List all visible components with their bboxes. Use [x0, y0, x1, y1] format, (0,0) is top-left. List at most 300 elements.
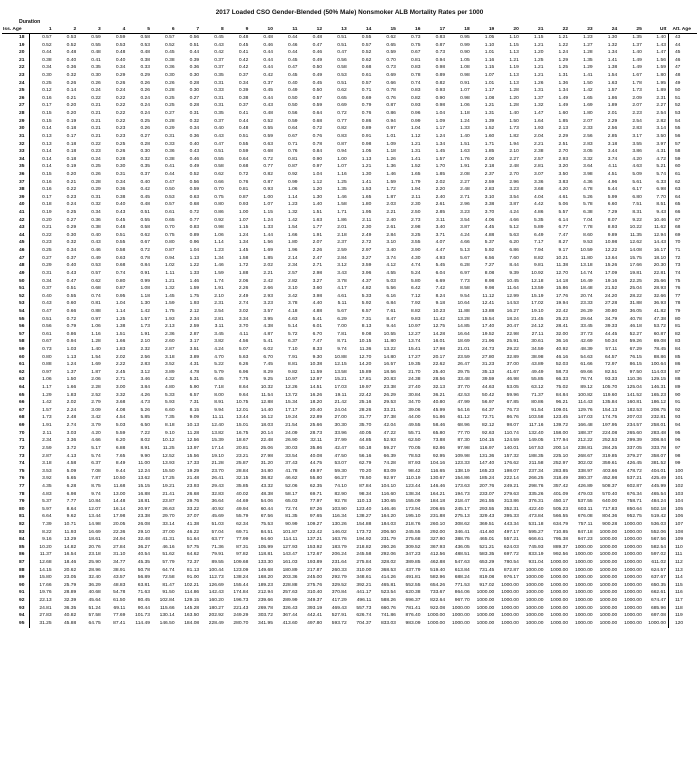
rate-cell: 0.93 — [263, 187, 273, 193]
rate-cell: 0.79 — [66, 324, 77, 330]
rate-cell: 0.30 — [189, 73, 200, 79]
rate-cell: 6.98 — [66, 491, 77, 497]
rate-cell: 16.26 — [309, 392, 323, 398]
rate-cell: 2.82 — [288, 278, 298, 284]
rate-cell: 48.83 — [113, 582, 126, 588]
rate-cell: 3.70 — [484, 210, 495, 216]
rate-cell: 2.01 — [607, 111, 618, 117]
rate-cell: 1.41 — [583, 73, 593, 79]
rate-cell: 47.22 — [383, 430, 396, 436]
rate-cell: 327.80 — [430, 537, 446, 543]
rate-cell: 5.59 — [115, 430, 126, 436]
rate-cell: 29.75 — [457, 369, 470, 375]
attained-age-cell: 116 — [668, 589, 697, 597]
issue-age-cell: 35 — [2, 163, 29, 171]
rate-cell: 309.52 — [405, 544, 421, 550]
rate-cell: 4.51 — [607, 171, 618, 177]
rate-cell: 0.77 — [263, 164, 273, 170]
rate-cell: 2.83 — [632, 126, 642, 132]
rate-cell: 292.79 — [331, 575, 347, 581]
issue-age-cell: 75 — [2, 468, 29, 476]
duration-header: 15 — [390, 27, 396, 32]
rate-cell: 4.06 — [484, 217, 495, 223]
rate-cell: 0.45 — [238, 42, 249, 48]
rate-cell: 1.12 — [410, 133, 421, 139]
rate-cell: 1.73 — [140, 324, 150, 330]
rate-cell: 22.13 — [39, 598, 52, 604]
rate-cell: 0.58 — [214, 164, 224, 170]
rate-cell: 3.70 — [238, 324, 249, 330]
issue-age-cell: 45 — [2, 239, 29, 247]
rate-cell: 25.16 — [359, 400, 372, 406]
rate-cell: 25.06 — [260, 445, 273, 451]
rate-cell: 0.80 — [165, 240, 175, 246]
rate-cell: 64.37 — [482, 407, 495, 413]
rate-cell: 206.65 — [430, 506, 446, 512]
attained-age-cell: 55 — [668, 125, 697, 133]
rate-cell: 141.52 — [626, 392, 642, 398]
rate-cell: 1000.00 — [452, 620, 470, 626]
table-row — [2, 460, 697, 468]
rate-cell: 593.72 — [331, 620, 347, 626]
rate-cell: 105.99 — [257, 544, 273, 550]
rate-cell: 24.81 — [39, 605, 52, 611]
rate-cell: 0.48 — [312, 35, 323, 40]
rate-cell: 30.80 — [605, 308, 618, 314]
rate-cell: 5.24 — [410, 270, 421, 276]
rate-cell: 153.92 — [307, 544, 323, 550]
rate-cell: 0.48 — [238, 35, 249, 40]
rate-cell: 71.37 — [531, 392, 544, 398]
rate-cell: 380.37 — [577, 476, 593, 482]
rate-cell: 1.13 — [509, 80, 519, 86]
rate-cell: 1.04 — [410, 126, 421, 132]
rate-cell: 37.38 — [383, 415, 396, 421]
rate-cell: 5.85 — [140, 415, 150, 421]
ultimate-rate-cell: 47.38 — [653, 316, 666, 322]
rate-cell: 59.26 — [629, 339, 642, 345]
page-title: 2017 Loaded CSO Gender-Blended (50% Male) Nonsmoker ALB Mortality Rates per 1000 — [215, 9, 484, 16]
rate-cell: 147.40 — [479, 461, 495, 467]
rate-cell: 0.94 — [386, 118, 396, 124]
table-row — [2, 605, 697, 613]
rate-cell: 1.38 — [607, 65, 618, 71]
issue-age-header: Iss. Age — [3, 27, 22, 32]
rate-cell: 1000.00 — [624, 560, 642, 566]
rate-cell: 8.18 — [165, 423, 175, 429]
rate-cell: 3.64 — [583, 164, 593, 170]
rate-cell: 10.38 — [309, 362, 323, 368]
rate-cell: 69.71 — [236, 529, 249, 535]
rate-cell: 143.47 — [282, 552, 298, 558]
rate-cell: 313.86 — [503, 499, 519, 505]
rate-cell: 1.21 — [484, 103, 495, 109]
rate-cell: 0.47 — [42, 308, 52, 314]
rate-cell: 1.91 — [460, 164, 470, 170]
rate-cell: 422.40 — [528, 506, 544, 512]
rate-cell: 1000.00 — [574, 560, 593, 566]
table-body — [2, 34, 697, 628]
rate-cell: 6.96 — [238, 369, 249, 375]
rate-cell: 1.20 — [533, 50, 544, 56]
rate-cell: 0.43 — [263, 103, 273, 109]
rate-cell: 0.14 — [66, 88, 77, 94]
rate-cell: 125.04 — [626, 385, 642, 391]
rate-cell: 3.50 — [558, 171, 569, 177]
rate-cell: 15.15 — [137, 483, 150, 489]
rate-cell: 18.67 — [236, 438, 249, 444]
rate-cell: 1.54 — [91, 354, 101, 360]
rate-cell: 174.84 — [233, 590, 249, 596]
rate-cell: 1.73 — [42, 415, 52, 421]
rate-cell: 1.18 — [386, 149, 396, 155]
rate-cell: 218.82 — [356, 544, 372, 550]
rate-cell: 1000.00 — [501, 582, 519, 588]
rate-cell: 64.74 — [162, 567, 175, 573]
rate-cell: 1.30 — [140, 301, 150, 307]
rate-cell: 1.57 — [42, 407, 52, 413]
table-row — [2, 491, 697, 499]
rate-cell: 1.24 — [460, 118, 470, 124]
rate-cell: 9.74 — [91, 491, 101, 497]
rate-cell: 20.97 — [137, 506, 150, 512]
rate-cell: 595.27 — [528, 529, 544, 535]
rate-cell: 7.10 — [288, 346, 298, 352]
rate-cell: 1000.00 — [599, 537, 618, 543]
rate-cell: 640.00 — [602, 499, 618, 505]
rate-cell: 6.57 — [189, 392, 200, 398]
rate-cell: 653.29 — [479, 560, 495, 566]
rate-cell: 16.27 — [506, 308, 519, 314]
rate-cell: 50.34 — [605, 339, 618, 345]
rate-cell: 1.49 — [558, 95, 569, 101]
rate-cell: 123.09 — [233, 567, 249, 573]
rate-cell: 0.36 — [189, 65, 200, 71]
rate-cell: 2.66 — [263, 286, 273, 292]
rate-cell: 9.18 — [435, 301, 446, 307]
rate-cell: 0.59 — [312, 103, 323, 109]
rate-cell: 66.33 — [555, 377, 569, 383]
rate-cell: 1.50 — [509, 118, 519, 124]
rate-cell: 392.21 — [356, 582, 372, 588]
mortality-table-container — [2, 27, 697, 628]
rate-cell: 17.76 — [555, 293, 569, 299]
rate-cell: 1.45 — [238, 248, 249, 254]
rate-cell: 0.86 — [386, 111, 396, 117]
rate-cell: 0.34 — [66, 248, 77, 254]
rate-cell: 104.15 — [479, 438, 495, 444]
rate-cell: 82.90 — [334, 491, 347, 497]
table-row — [2, 407, 697, 415]
rate-cell: 0.50 — [312, 65, 323, 71]
rate-cell: 24.73 — [482, 346, 495, 352]
rate-cell: 0.81 — [410, 57, 421, 63]
rate-cell: 1.32 — [288, 210, 298, 216]
rate-cell: 12.15 — [334, 362, 347, 368]
rate-cell: 19.94 — [555, 301, 569, 307]
rate-cell: 442.41 — [307, 613, 323, 619]
rate-cell: 1000.00 — [476, 613, 495, 619]
rate-cell: 280.70 — [233, 620, 249, 626]
rate-cell: 8.75 — [91, 483, 101, 489]
rate-cell: 298.76 — [528, 483, 544, 489]
rate-cell: 18.48 — [580, 286, 593, 292]
rate-cell: 3.09 — [91, 407, 101, 413]
rate-cell: 5.89 — [533, 225, 544, 231]
rate-cell: 1.08 — [140, 286, 150, 292]
rate-cell: 0.26 — [115, 80, 126, 86]
rate-cell: 45.35 — [137, 560, 150, 566]
rate-cell: 1.57 — [607, 88, 618, 94]
rate-cell: 7.00 — [337, 324, 347, 330]
rate-cell: 1.01 — [484, 80, 495, 86]
rate-cell: 4.96 — [607, 179, 618, 185]
rate-cell: 2.02 — [115, 354, 126, 360]
rate-cell: 40.02 — [236, 491, 249, 497]
rate-cell: 30.03 — [285, 445, 298, 451]
rate-cell: 0.94 — [165, 255, 175, 261]
rate-cell: 850.64 — [626, 506, 642, 512]
rate-cell: 74.28 — [383, 461, 396, 467]
ultimate-rate-cell: 12.94 — [653, 232, 666, 238]
rate-cell: 2.71 — [312, 263, 323, 269]
rate-cell: 1000.00 — [624, 613, 642, 619]
issue-age-cell: 42 — [2, 217, 29, 225]
rate-cell: 0.52 — [189, 171, 200, 177]
attained-age-cell: 93 — [668, 414, 697, 422]
rate-cell: 1.05 — [460, 57, 470, 63]
rate-cell: 23.21 — [236, 453, 249, 459]
rate-cell: 212.22 — [577, 438, 593, 444]
table-row — [2, 597, 697, 605]
rate-cell: 1.13 — [189, 255, 200, 261]
rate-cell: 198.07 — [503, 468, 519, 474]
issue-age-cell: 87 — [2, 559, 29, 567]
attained-age-cell: 114 — [668, 574, 697, 582]
rate-cell: 1.41 — [361, 179, 372, 185]
rate-cell: 0.53 — [140, 42, 150, 48]
rate-cell: 237.34 — [528, 468, 544, 474]
rate-cell: 496.11 — [356, 598, 372, 604]
rate-cell: 1.53 — [361, 187, 372, 193]
rate-cell: 130.67 — [430, 476, 446, 482]
ultimate-rate-cell: 2.31 — [656, 95, 666, 101]
ultimate-rate-cell: 5.21 — [656, 164, 666, 170]
rate-cell: 7.51 — [632, 202, 642, 208]
rate-cell: 0.68 — [238, 164, 249, 170]
rate-cell: 0.44 — [238, 118, 249, 124]
rate-cell: 29.10 — [137, 529, 150, 535]
rate-cell: 15.86 — [555, 286, 569, 292]
rate-cell: 57.75 — [186, 544, 200, 550]
rate-cell: 145.28 — [184, 605, 200, 611]
rate-cell: 1000.00 — [501, 598, 519, 604]
rate-cell: 6.84 — [386, 301, 396, 307]
attained-age-cell: 76 — [668, 285, 697, 293]
rate-cell: 2.97 — [361, 248, 372, 254]
rate-cell: 60.44 — [260, 506, 273, 512]
rate-cell: 184.08 — [184, 620, 200, 626]
rate-cell: 1.05 — [361, 149, 372, 155]
rate-cell: 0.51 — [238, 133, 249, 139]
rate-cell: 1000.00 — [599, 529, 618, 535]
rate-cell: 0.22 — [115, 118, 126, 124]
rate-cell: 1.20 — [509, 95, 519, 101]
ultimate-rate-cell: 16.17 — [653, 248, 666, 254]
rate-cell: 3.98 — [583, 171, 593, 177]
rate-cell: 0.25 — [115, 141, 126, 147]
rate-cell: 0.98 — [435, 65, 446, 71]
rate-cell: 1000.00 — [525, 582, 544, 588]
rate-cell: 4.45 — [484, 225, 495, 231]
rate-cell: 61.12 — [457, 415, 470, 421]
rate-cell: 5.41 — [312, 316, 323, 322]
rate-cell: 0.62 — [361, 57, 372, 63]
rate-cell: 1.15 — [533, 35, 544, 40]
rate-cell: 1.96 — [288, 248, 298, 254]
rate-cell: 40.54 — [137, 552, 150, 558]
rate-cell: 123.33 — [454, 461, 470, 467]
rate-cell: 0.78 — [386, 88, 396, 94]
rate-cell: 0.14 — [42, 149, 52, 155]
rate-cell: 771.53 — [454, 582, 470, 588]
rate-cell: 51.03 — [211, 522, 224, 527]
rate-cell: 0.58 — [140, 35, 150, 40]
rate-cell: 0.27 — [140, 133, 150, 139]
rate-cell: 7.77 — [66, 499, 77, 505]
rate-cell: 39.33 — [605, 324, 618, 330]
rate-cell: 228.88 — [282, 582, 298, 588]
rate-cell: 212.94 — [257, 590, 273, 596]
rate-cell: 0.29 — [66, 225, 77, 231]
rate-cell: 54.78 — [113, 590, 126, 596]
rate-cell: 33.96 — [334, 430, 347, 436]
rate-cell: 0.74 — [91, 293, 101, 299]
rate-cell: 0.70 — [386, 57, 396, 63]
rate-cell: 3.27 — [361, 255, 372, 261]
rate-cell: 0.48 — [66, 50, 77, 56]
rate-cell: 28.89 — [63, 590, 77, 596]
rate-cell: 8.13 — [361, 324, 372, 330]
rate-cell: 0.29 — [165, 126, 175, 132]
rate-cell: 14.18 — [555, 278, 569, 284]
rate-cell: 89.55 — [211, 560, 224, 566]
rate-cell: 0.38 — [140, 57, 150, 63]
rate-cell: 302.02 — [577, 461, 593, 467]
rate-cell: 73.88 — [432, 438, 446, 444]
rate-cell: 4.88 — [484, 232, 495, 238]
rate-cell: 1000.00 — [599, 582, 618, 588]
rate-cell: 6.49 — [533, 232, 544, 238]
rate-cell: 54.63 — [580, 354, 593, 360]
rate-cell: 2.54 — [632, 118, 642, 124]
rate-cell: 0.91 — [460, 80, 470, 86]
rate-cell: 11.59 — [310, 369, 323, 375]
rate-cell: 0.15 — [42, 118, 52, 124]
ultimate-rate-cell: 6.98 — [656, 187, 666, 193]
rate-cell: 32.00 — [555, 331, 569, 337]
rate-cell: 0.48 — [140, 202, 150, 208]
attained-age-cell: 81 — [668, 323, 697, 331]
rate-cell: 666.61 — [528, 537, 544, 543]
rate-cell: 0.82 — [410, 95, 421, 101]
attained-age-cell: 87 — [668, 369, 697, 377]
attained-age-cell: 73 — [668, 262, 697, 270]
rate-cell: 15.75 — [629, 255, 642, 261]
rate-cell: 117.16 — [528, 423, 544, 429]
attained-age-cell: 115 — [668, 582, 697, 590]
rate-cell: 2.27 — [509, 156, 519, 162]
rate-cell: 465.01 — [479, 537, 495, 543]
rate-cell: 118.81 — [258, 552, 273, 558]
rate-cell: 0.50 — [288, 95, 298, 101]
rate-cell: 109.98 — [454, 453, 470, 459]
rate-cell: 2.23 — [632, 111, 642, 117]
rate-cell: 4.66 — [509, 217, 519, 223]
rate-cell: 0.40 — [91, 232, 101, 238]
rate-cell: 149.68 — [257, 567, 273, 573]
issue-age-cell: 28 — [2, 110, 29, 118]
rate-cell: 102.21 — [184, 582, 200, 588]
rate-cell: 0.55 — [214, 156, 224, 162]
rate-cell: 3.52 — [165, 362, 175, 368]
rate-cell: 2.49 — [238, 293, 249, 299]
rate-cell: 1.17 — [42, 385, 52, 391]
issue-age-cell: 31 — [2, 133, 29, 141]
ultimate-rate-cell: 1.47 — [656, 50, 666, 56]
rate-cell: 0.27 — [66, 217, 77, 223]
rate-cell: 4.38 — [263, 324, 273, 330]
rate-cell: 0.28 — [91, 179, 101, 185]
rate-cell: 0.59 — [263, 133, 273, 139]
rate-cell: 0.93 — [435, 88, 446, 94]
rate-cell: 299.39 — [626, 438, 642, 444]
rate-cell: 15.39 — [211, 438, 224, 444]
rate-cell: 11.88 — [457, 308, 470, 314]
attained-age-cell: 57 — [668, 141, 697, 149]
rate-cell: 12.52 — [162, 453, 175, 459]
rate-cell: 0.45 — [214, 35, 224, 40]
table-row — [2, 201, 697, 209]
rate-cell: 2.11 — [42, 430, 52, 436]
rate-cell: 2.93 — [263, 293, 273, 299]
issue-age-cell: 91 — [2, 589, 29, 597]
rate-cell: 0.63 — [263, 141, 273, 147]
rate-cell: 0.70 — [214, 187, 224, 193]
rate-cell: 876.40 — [405, 613, 421, 619]
rate-cell: 67.85 — [506, 400, 519, 406]
rate-cell: 29.43 — [211, 483, 224, 489]
rate-cell: 1.46 — [337, 194, 347, 200]
rate-cell: 0.40 — [189, 141, 200, 147]
rate-cell: 7.45 — [263, 362, 273, 368]
rate-cell: 40.80 — [432, 400, 446, 406]
rate-cell: 260.26 — [380, 544, 396, 550]
rate-cell: 9.30 — [312, 354, 323, 360]
rate-cell: 1.85 — [435, 171, 446, 177]
rate-cell: 1000.00 — [599, 552, 618, 558]
issue-age-cell: 22 — [2, 64, 29, 72]
rate-cell: 8.22 — [42, 529, 52, 535]
rate-cell: 376.31 — [528, 499, 544, 505]
rate-cell: 0.25 — [42, 248, 52, 254]
rate-cell: 1.15 — [238, 225, 249, 231]
rate-cell: 44.63 — [482, 385, 495, 391]
rate-cell: 1000.00 — [574, 582, 593, 588]
rate-cell: 1.40 — [460, 133, 470, 139]
rate-cell: 1000.00 — [574, 552, 593, 558]
rate-cell: 613.84 — [454, 567, 470, 573]
